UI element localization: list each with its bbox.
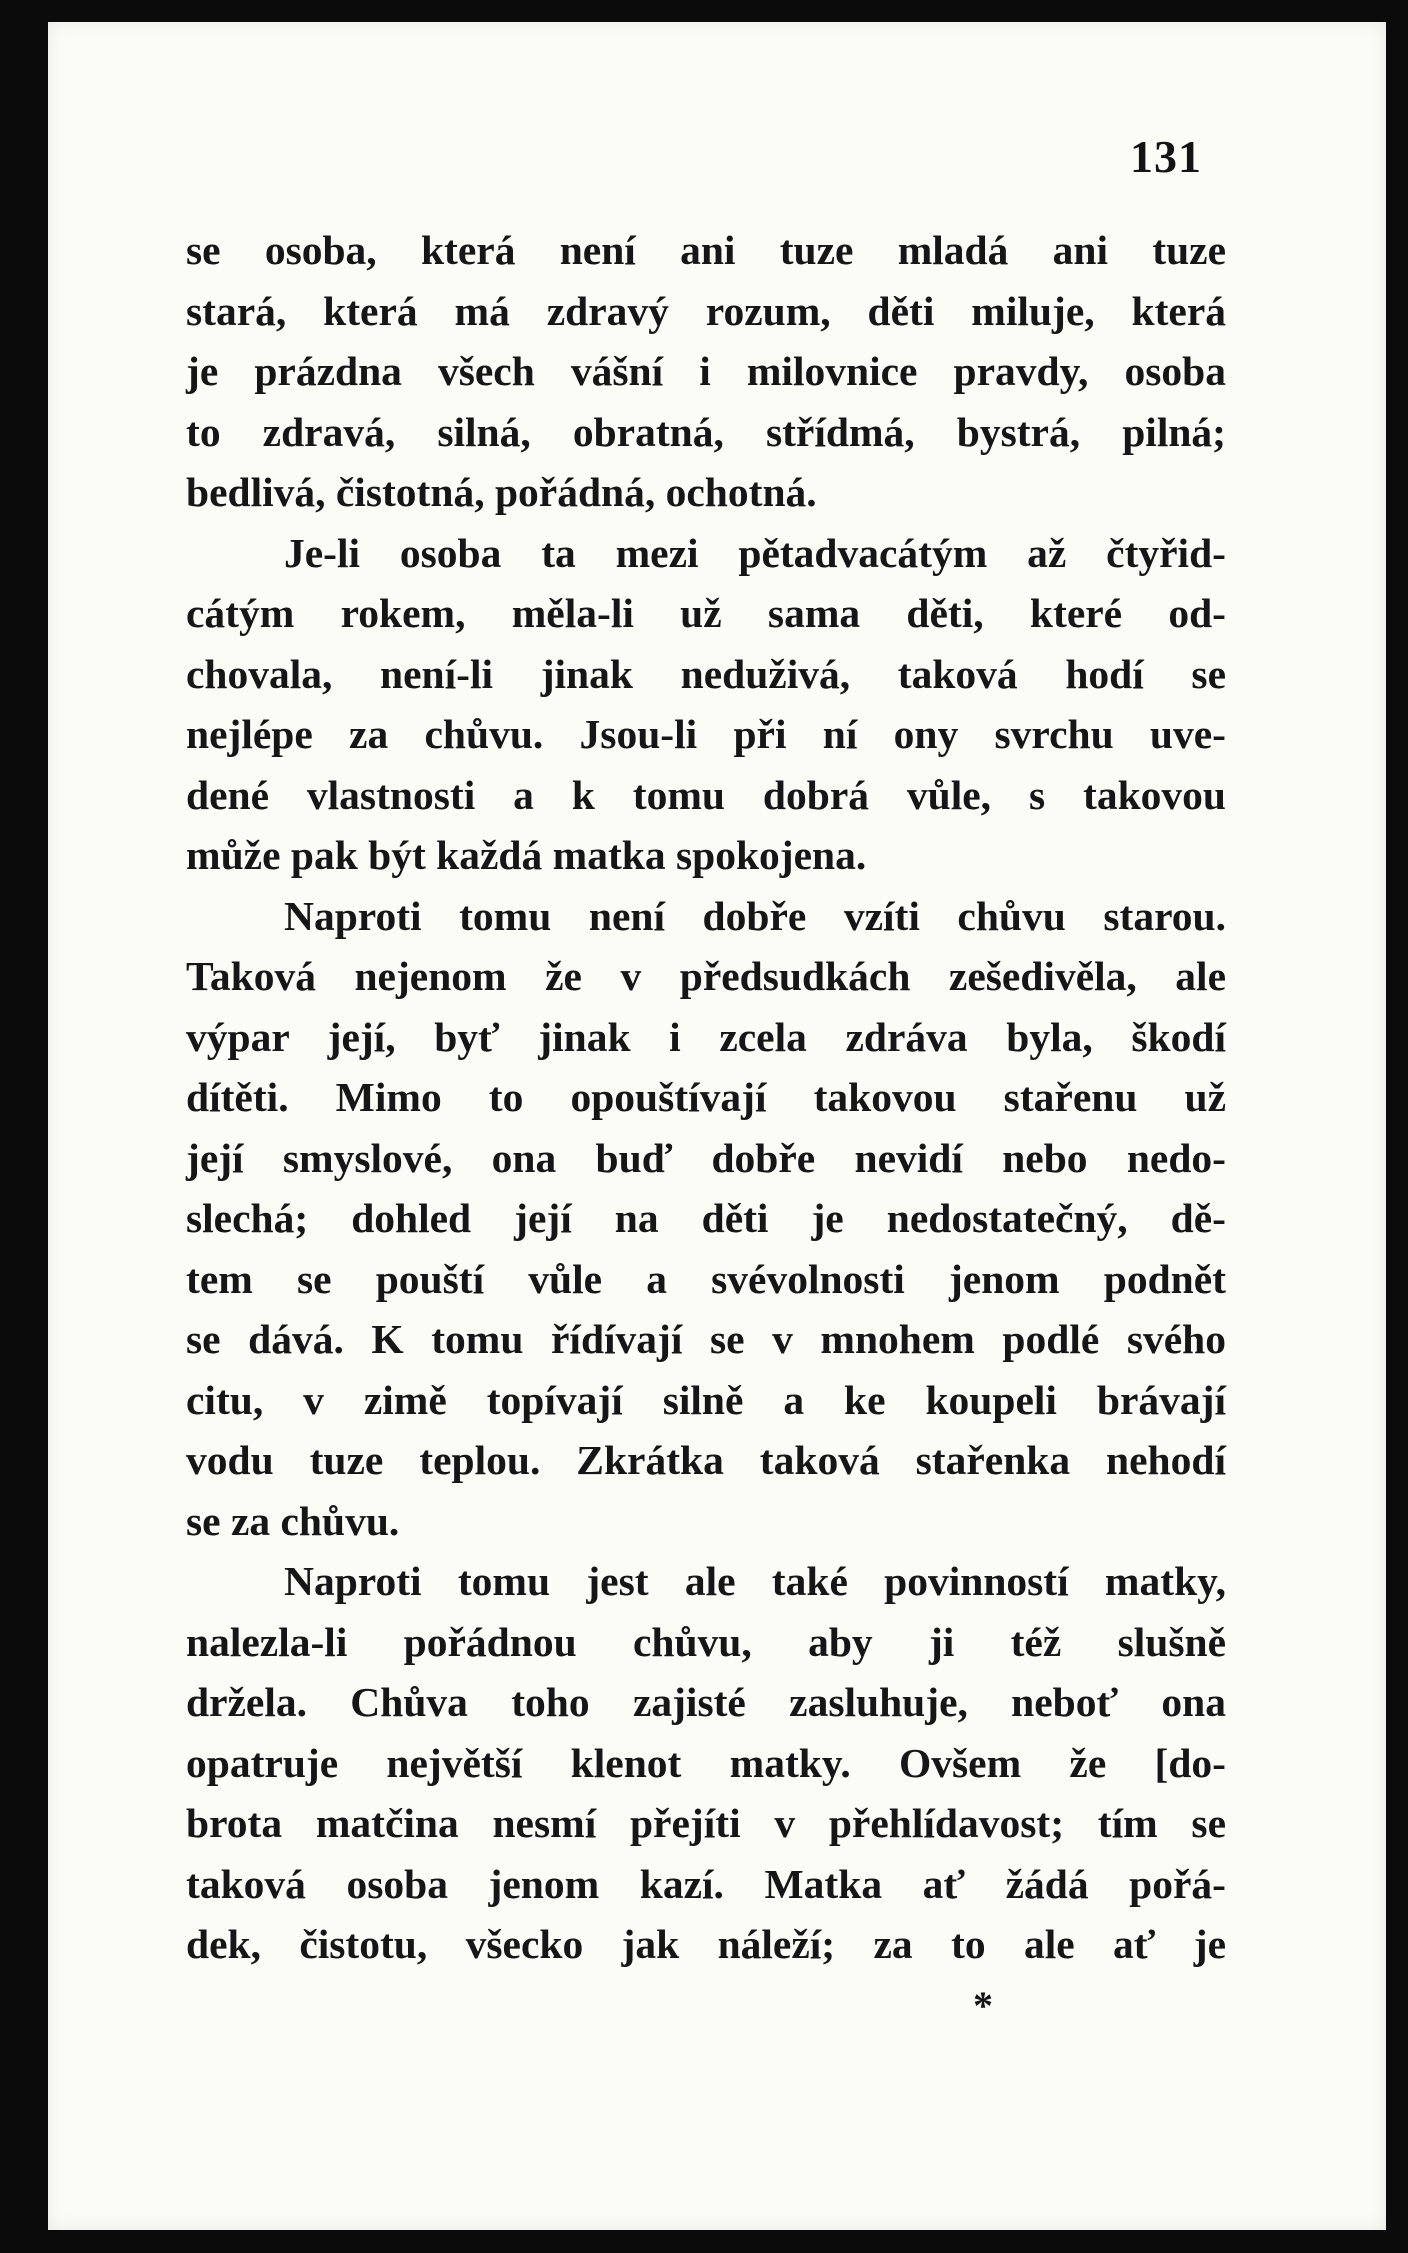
text-line: může pak být každá matka spokojena. — [186, 832, 867, 878]
text-line: nalezla-li pořádnou chůvu, aby ji též slušně — [186, 1618, 1226, 1665]
body-text — [186, 220, 1226, 1975]
text-line: nejlépe za chůvu. Jsou-li při ní ony svrchu uve- — [186, 711, 1226, 757]
text-line: výpar její, byť jinak i zcela zdráva byla, škodí — [186, 1013, 1226, 1060]
text-line: bedlivá, čistotná, pořádná, ochotná. — [186, 469, 817, 515]
text-line: se dává. K tomu řídívají se v mnohem podlé svého — [186, 1316, 1226, 1362]
text-line: to zdravá, silná, obratná, střídmá, bystrá, pilná; — [186, 408, 1226, 455]
text-line: taková osoba jenom kazí. Matka ať žádá pořá- — [186, 1860, 1226, 1907]
text-line: tem se pouští vůle a svévolnosti jenom podnět — [186, 1255, 1226, 1302]
text-line: vodu tuze teplou. Zkrátka taková stařenka nehodí — [186, 1437, 1226, 1483]
text-line: Naproti tomu jest ale také povinností matky, — [284, 1558, 1226, 1604]
book-page — [48, 22, 1386, 2230]
text-line: dítěti. Mimo to opouštívají takovou stařenu už — [186, 1074, 1226, 1120]
text-line: stará, která má zdravý rozum, děti miluje, která — [186, 287, 1226, 334]
signature-mark: * — [973, 1983, 993, 2028]
text-line: její smyslové, ona buď dobře nevidí nebo nedo- — [186, 1134, 1226, 1181]
text-line: Taková nejenom že v předsudkách zešedivěla, ale — [186, 953, 1226, 999]
text-line: je prázdna všech vášní i milovnice pravdy, osoba — [186, 348, 1226, 394]
text-line: opatruje největší klenot matky. Ovšem že [do- — [186, 1739, 1226, 1786]
page-number: 131 — [1130, 131, 1202, 182]
text-line: Je-li osoba ta mezi pětadvacátým až čtyřid- — [284, 529, 1226, 576]
text-line: se osoba, která není ani tuze mladá ani tuze — [186, 227, 1226, 273]
text-line: citu, v zimě topívají silně a ke koupeli brávají — [186, 1376, 1226, 1423]
text-line: slechá; dohled její na děti je nedostatečný, dě- — [186, 1195, 1226, 1241]
text-line: dené vlastnosti a k tomu dobrá vůle, s takovou — [186, 771, 1226, 818]
text-line: dek, čistotu, všecko jak náleží; za to ale ať je — [186, 1921, 1226, 1967]
text-line: se za chůvu. — [186, 1497, 400, 1544]
text-line: Naproti tomu není dobře vzíti chůvu starou. — [284, 892, 1226, 939]
text-line: chovala, není-li jinak neduživá, taková hodí se — [186, 650, 1226, 697]
text-line: brota matčina nesmí přejíti v přehlídavost; tím se — [186, 1800, 1226, 1846]
text-line: cátým rokem, měla-li už sama děti, které od- — [186, 590, 1226, 636]
text-line: držela. Chůva toho zajisté zasluhuje, neboť ona — [186, 1679, 1226, 1725]
